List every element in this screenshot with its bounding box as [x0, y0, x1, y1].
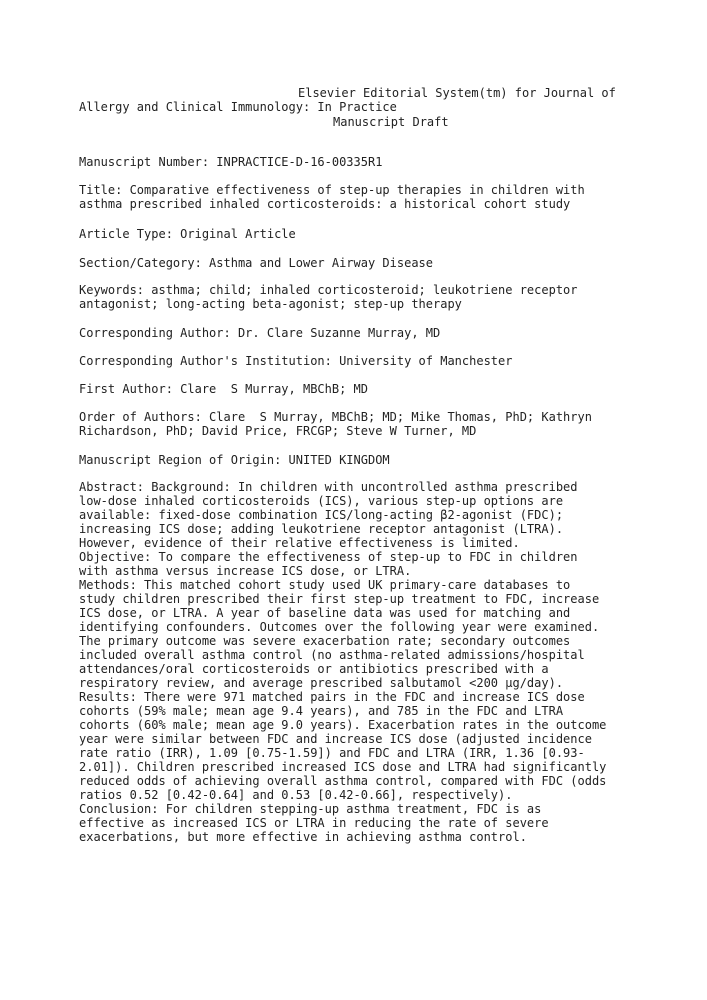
article-type-line: Article Type: Original Article [79, 227, 296, 241]
abstract-line: cohorts (60% male; mean age 9.0 years). Exacerbation rates in the outcome [79, 718, 607, 732]
header-line-1: Elsevier Editorial System(tm) for Journal of [298, 86, 616, 100]
abstract-line: effective as increased ICS or LTRA in reducing the rate of severe [79, 816, 549, 830]
institution-field [79, 354, 639, 368]
order-of-authors-line: Order of Authors: Clare S Murray, MBChB; MD; Mike Thomas, PhD; Kathryn [79, 410, 592, 424]
abstract-line: study children prescribed their first step-up treatment to FDC, increase [79, 592, 600, 606]
abstract-line: Methods: This matched cohort study used UK primary-care databases to [79, 578, 571, 592]
corresponding-author-line: Corresponding Author: Dr. Clare Suzanne Murray, MD [79, 326, 441, 340]
abstract-line: identifying confounders. Outcomes over the following year were examined. [79, 620, 600, 634]
corresponding-author-field [79, 326, 639, 340]
section-field [79, 256, 639, 270]
abstract-line: respiratory review, and average prescribed salbutamol <200 μg/day). [79, 676, 564, 690]
abstract-line: rate ratio (IRR), 1.09 [0.75-1.59]) and FDC and LTRA (IRR, 1.36 [0.93- [79, 746, 585, 760]
abstract-line: included overall asthma control (no asthma-related admissions/hospital [79, 648, 585, 662]
abstract-line: Conclusion: For children stepping-up asthma treatment, FDC is as [79, 802, 542, 816]
order-of-authors-line: Richardson, PhD; David Price, FRCGP; Steve W Turner, MD [79, 424, 477, 438]
abstract-line: ratios 0.52 [0.42-0.64] and 0.53 [0.42-0.66], respectively). [79, 788, 513, 802]
keywords-line: Keywords: asthma; child; inhaled corticosteroid; leukotriene receptor [79, 283, 578, 297]
keywords-field [79, 283, 639, 311]
article-type-field [79, 227, 639, 241]
abstract-line: exacerbations, but more effective in achieving asthma control. [79, 830, 527, 844]
header-line-2: Allergy and Clinical Immunology: In Practice [79, 100, 397, 114]
first-author-line: First Author: Clare S Murray, MBChB; MD [79, 382, 368, 396]
institution-line: Corresponding Author's Institution: University of Manchester [79, 354, 513, 368]
abstract-line: Results: There were 971 matched pairs in the FDC and increase ICS dose [79, 690, 585, 704]
abstract-line: attendances/oral corticosteroids or antibiotics prescribed with a [79, 662, 549, 676]
abstract-line: However, evidence of their relative effectiveness is limited. [79, 536, 520, 550]
region-field [79, 453, 639, 467]
abstract-line: year were similar between FDC and increase ICS dose (adjusted incidence [79, 732, 592, 746]
abstract-field [79, 480, 639, 844]
title-field [79, 183, 639, 211]
order-of-authors-field [79, 410, 639, 438]
keywords-line: antagonist; long-acting beta-agonist; step-up therapy [79, 297, 462, 311]
title-line: asthma prescribed inhaled corticosteroids: a historical cohort study [79, 197, 571, 211]
abstract-line: ICS dose, or LTRA. A year of baseline data was used for matching and [79, 606, 571, 620]
manuscript-number [79, 155, 639, 169]
section-line: Section/Category: Asthma and Lower Airway Disease [79, 256, 434, 270]
abstract-line: available: fixed-dose combination ICS/long-acting β2-agonist (FDC); [79, 508, 564, 522]
abstract-line: Abstract: Background: In children with uncontrolled asthma prescribed [79, 480, 578, 494]
abstract-line: reduced odds of achieving overall asthma control, compared with FDC (odds [79, 774, 607, 788]
manuscript-number-line: Manuscript Number: INPRACTICE-D-16-00335R1 [79, 155, 383, 169]
first-author-field [79, 382, 639, 396]
abstract-line: 2.01]). Children prescribed increased ICS dose and LTRA had significantly [79, 760, 607, 774]
abstract-line: low-dose inhaled corticosteroids (ICS), various step-up options are [79, 494, 564, 508]
header-line-3: Manuscript Draft [333, 115, 449, 129]
title-line: Title: Comparative effectiveness of step-up therapies in children with [79, 183, 585, 197]
abstract-line: with asthma versus increase ICS dose, or LTRA. [79, 564, 412, 578]
abstract-line: increasing ICS dose; adding leukotriene receptor antagonist (LTRA). [79, 522, 564, 536]
abstract-line: The primary outcome was severe exacerbation rate; secondary outcomes [79, 634, 571, 648]
abstract-line: cohorts (59% male; mean age 9.4 years), and 785 in the FDC and LTRA [79, 704, 564, 718]
region-line: Manuscript Region of Origin: UNITED KINGDOM [79, 453, 390, 467]
abstract-line: Objective: To compare the effectiveness of step-up to FDC in children [79, 550, 578, 564]
